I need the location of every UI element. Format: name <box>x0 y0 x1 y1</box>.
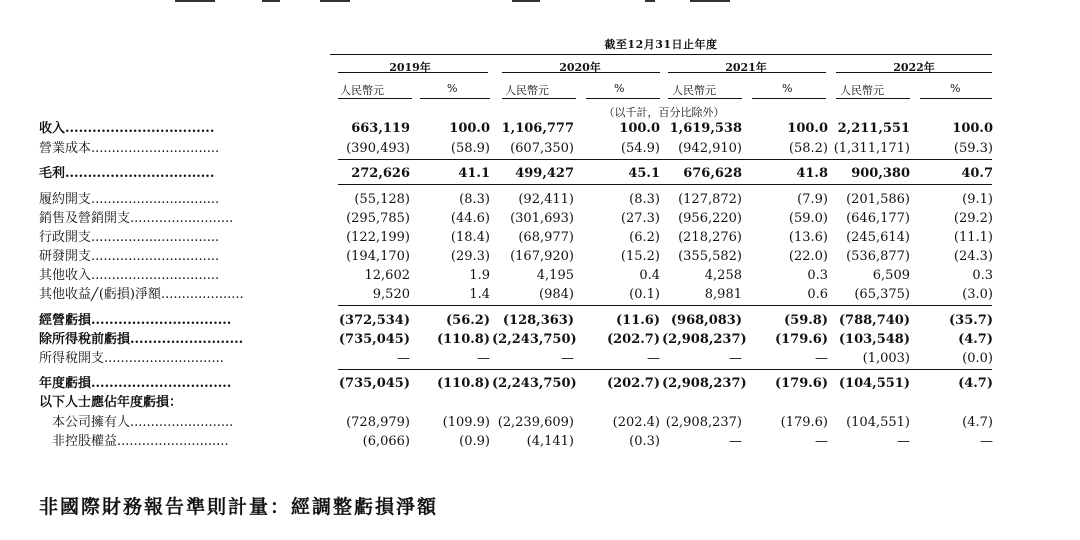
row-label: 研發開支............................... <box>39 249 220 264</box>
cell: (179.6) <box>774 332 828 347</box>
cell: (968,083) <box>670 313 742 328</box>
cell: (372,534) <box>338 313 410 328</box>
cell: 100.0 <box>787 121 828 136</box>
cell: (59.0) <box>788 211 828 226</box>
year-header-2021: 2021年 <box>725 61 767 74</box>
cell: (295,785) <box>346 211 410 226</box>
cell: 663,119 <box>351 121 410 136</box>
cell: 40.7 <box>961 166 993 181</box>
cell: — <box>815 351 828 366</box>
cell: (984) <box>539 287 574 302</box>
year-underline-2022 <box>836 72 992 73</box>
cell: (104,551) <box>846 415 910 430</box>
year-header-2020: 2020年 <box>559 61 601 74</box>
row-label: 營業成本............................... <box>39 141 220 156</box>
cell: (59.3) <box>953 141 993 156</box>
cell: (735,045) <box>338 376 410 391</box>
cell: (167,920) <box>510 249 574 264</box>
cell: (8.3) <box>459 192 490 207</box>
table-rule <box>338 305 992 306</box>
cell: (24.3) <box>953 249 993 264</box>
row-label: 經營虧損............................... <box>39 313 232 328</box>
table-row-attributable-header <box>0 395 1080 411</box>
cell: (13.6) <box>788 230 828 245</box>
cell: 9,520 <box>372 287 410 302</box>
cell: 272,626 <box>351 166 410 181</box>
row-label: 毛利................................. <box>39 166 215 181</box>
caption-rule <box>330 54 992 55</box>
table-rule <box>338 159 992 160</box>
subheader-rmb-2022: 人民幣元 <box>840 84 884 97</box>
cell: (201,586) <box>846 192 910 207</box>
cell: — <box>815 434 828 449</box>
cell: (536,877) <box>846 249 910 264</box>
unit-note: （以千計，百分比除外） <box>603 106 725 119</box>
year-underline-2019 <box>338 72 488 73</box>
cell: 8,981 <box>704 287 742 302</box>
cell: (2,243,750) <box>492 376 577 391</box>
cell: (4,141) <box>526 434 574 449</box>
table-row-other-income <box>0 268 1080 284</box>
subheader-rule-rmb-2019 <box>338 98 412 99</box>
cell: (1,311,171) <box>833 141 910 156</box>
cell: (218,276) <box>678 230 742 245</box>
cell: (194,170) <box>346 249 410 264</box>
table-row-other-gains-losses <box>0 287 1080 303</box>
row-label: 除所得稅前虧損......................... <box>39 332 244 347</box>
cell: 499,427 <box>515 166 574 181</box>
cell: (646,177) <box>846 211 910 226</box>
cell: 900,380 <box>851 166 910 181</box>
cell: 1.9 <box>469 268 490 283</box>
clipped-top-line <box>0 0 1080 4</box>
cell: (8.3) <box>629 192 660 207</box>
cell: (202.7) <box>606 376 660 391</box>
cell: (65,375) <box>854 287 910 302</box>
subheader-rule-pct-2022 <box>920 98 992 99</box>
cell: (607,350) <box>510 141 574 156</box>
cell: (59.8) <box>784 313 828 328</box>
cell: — <box>477 351 490 366</box>
year-header-2022: 2022年 <box>893 61 935 74</box>
cell: (29.2) <box>953 211 993 226</box>
row-label: 收入................................. <box>39 121 215 136</box>
cell: (122,199) <box>346 230 410 245</box>
subheader-pct-2021: % <box>782 82 793 95</box>
cell: (0.0) <box>962 351 993 366</box>
cell: (58.9) <box>450 141 490 156</box>
row-label: 年度虧損............................... <box>39 376 232 391</box>
cell: (245,614) <box>846 230 910 245</box>
cell: (2,239,609) <box>497 415 574 430</box>
cell: (202.7) <box>606 332 660 347</box>
section-heading: 非國際財務報告準則計量：經調整虧損淨額 <box>39 496 439 518</box>
cell: (0.9) <box>459 434 490 449</box>
cell: (728,979) <box>346 415 410 430</box>
cell: (15.2) <box>620 249 660 264</box>
row-label: 行政開支............................... <box>39 230 220 245</box>
cell: (2,243,750) <box>492 332 577 347</box>
cell: 1.4 <box>469 287 490 302</box>
period-caption: 截至12月31日止年度 <box>604 38 718 51</box>
cell: (788,740) <box>838 313 910 328</box>
cell: 0.3 <box>972 268 993 283</box>
cell: — <box>897 434 910 449</box>
cell: (202.4) <box>612 415 660 430</box>
cell: (35.7) <box>949 313 993 328</box>
table-row-loss-before-tax <box>0 332 1080 348</box>
year-header-2019: 2019年 <box>389 61 431 74</box>
cell: (29.3) <box>450 249 490 264</box>
table-row-cost-of-revenue <box>0 141 1080 157</box>
cell: — <box>561 351 574 366</box>
row-label: 非控股權益........................... <box>52 434 229 449</box>
subheader-rule-pct-2021 <box>752 98 826 99</box>
table-rule <box>338 184 992 185</box>
cell: (54.9) <box>620 141 660 156</box>
table-row-non-controlling-interests <box>0 434 1080 450</box>
cell: 4,195 <box>536 268 574 283</box>
cell: 1,619,538 <box>669 121 742 136</box>
cell: — <box>397 351 410 366</box>
cell: (956,220) <box>678 211 742 226</box>
subheader-pct-2019: % <box>447 82 458 95</box>
row-label: 本公司擁有人......................... <box>52 415 234 430</box>
row-label: 其他收益╱(虧損)淨額.................... <box>39 287 244 302</box>
cell: (9.1) <box>962 192 993 207</box>
subheader-rule-pct-2019 <box>420 98 490 99</box>
cell: — <box>729 434 742 449</box>
cell: 100.0 <box>952 121 993 136</box>
cell: (301,693) <box>510 211 574 226</box>
cell: (4.7) <box>958 376 993 391</box>
cell: (4.7) <box>962 415 993 430</box>
cell: (735,045) <box>338 332 410 347</box>
subheader-rule-rmb-2021 <box>668 98 742 99</box>
cell: (110.8) <box>436 332 490 347</box>
cell: (68,977) <box>518 230 574 245</box>
cell: (355,582) <box>678 249 742 264</box>
cell: 12,602 <box>364 268 410 283</box>
subheader-pct-2022: % <box>950 82 961 95</box>
cell: 100.0 <box>449 121 490 136</box>
cell: (128,363) <box>502 313 574 328</box>
row-label: 履約開支............................... <box>39 192 220 207</box>
cell: (6,066) <box>362 434 410 449</box>
cell: 45.1 <box>628 166 660 181</box>
cell: (0.1) <box>629 287 660 302</box>
cell: (11.6) <box>616 313 660 328</box>
cell: (2,908,237) <box>665 415 742 430</box>
cell: (3.0) <box>962 287 993 302</box>
cell: (4.7) <box>958 332 993 347</box>
cell: (2,908,237) <box>662 376 747 391</box>
table-row-loss-for-year <box>0 376 1080 392</box>
cell: (179.6) <box>780 415 828 430</box>
table-row-selling-marketing <box>0 211 1080 227</box>
table-rule <box>338 369 992 370</box>
cell: (56.2) <box>446 313 490 328</box>
cell: 1,106,777 <box>501 121 574 136</box>
row-label: 所得稅開支............................. <box>39 351 224 366</box>
cell: (0.3) <box>629 434 660 449</box>
cell: — <box>647 351 660 366</box>
cell: 0.6 <box>807 287 828 302</box>
cell: (7.9) <box>797 192 828 207</box>
cell: 676,628 <box>683 166 742 181</box>
cell: (27.3) <box>620 211 660 226</box>
cell: (942,910) <box>678 141 742 156</box>
cell: — <box>980 434 993 449</box>
cell: (55,128) <box>354 192 410 207</box>
table-row-fulfilment-expenses <box>0 192 1080 208</box>
row-label: 以下人士應佔年度虧損： <box>39 395 183 410</box>
year-underline-2020 <box>502 72 660 73</box>
subheader-rmb-2021: 人民幣元 <box>672 84 716 97</box>
cell: 0.4 <box>639 268 660 283</box>
row-label: 銷售及營銷開支......................... <box>39 211 234 226</box>
cell: 2,211,551 <box>837 121 910 136</box>
subheader-rule-rmb-2020 <box>502 98 576 99</box>
cell: 100.0 <box>619 121 660 136</box>
cell: (109.9) <box>442 415 490 430</box>
table-row-operating-loss <box>0 313 1080 329</box>
subheader-rmb-2020: 人民幣元 <box>505 84 549 97</box>
cell: (1,003) <box>862 351 910 366</box>
cell: (6.2) <box>629 230 660 245</box>
cell: (103,548) <box>838 332 910 347</box>
cell: 6,509 <box>872 268 910 283</box>
year-underline-2021 <box>668 72 826 73</box>
row-label: 其他收入............................... <box>39 268 220 283</box>
table-row-income-tax <box>0 351 1080 367</box>
cell: 0.3 <box>807 268 828 283</box>
subheader-rule-pct-2020 <box>586 98 660 99</box>
table-row-revenue <box>0 121 1080 137</box>
cell: (104,551) <box>838 376 910 391</box>
table-row-rnd-expenses <box>0 249 1080 265</box>
cell: (390,493) <box>346 141 410 156</box>
subheader-rule-rmb-2022 <box>836 98 910 99</box>
cell: (110.8) <box>436 376 490 391</box>
cell: 4,258 <box>704 268 742 283</box>
cell: (58.2) <box>788 141 828 156</box>
table-row-admin-expenses <box>0 230 1080 246</box>
table-row-owners-of-company <box>0 415 1080 431</box>
cell: 41.1 <box>458 166 490 181</box>
cell: (44.6) <box>450 211 490 226</box>
cell: (11.1) <box>953 230 993 245</box>
cell: 41.8 <box>796 166 828 181</box>
cell: (2,908,237) <box>662 332 747 347</box>
subheader-rmb-2019: 人民幣元 <box>340 84 384 97</box>
cell: (18.4) <box>450 230 490 245</box>
cell: (92,411) <box>518 192 574 207</box>
table-row-gross-profit <box>0 166 1080 182</box>
cell: (127,872) <box>678 192 742 207</box>
cell: (179.6) <box>774 376 828 391</box>
cell: — <box>729 351 742 366</box>
cell: (22.0) <box>788 249 828 264</box>
subheader-pct-2020: % <box>614 82 625 95</box>
